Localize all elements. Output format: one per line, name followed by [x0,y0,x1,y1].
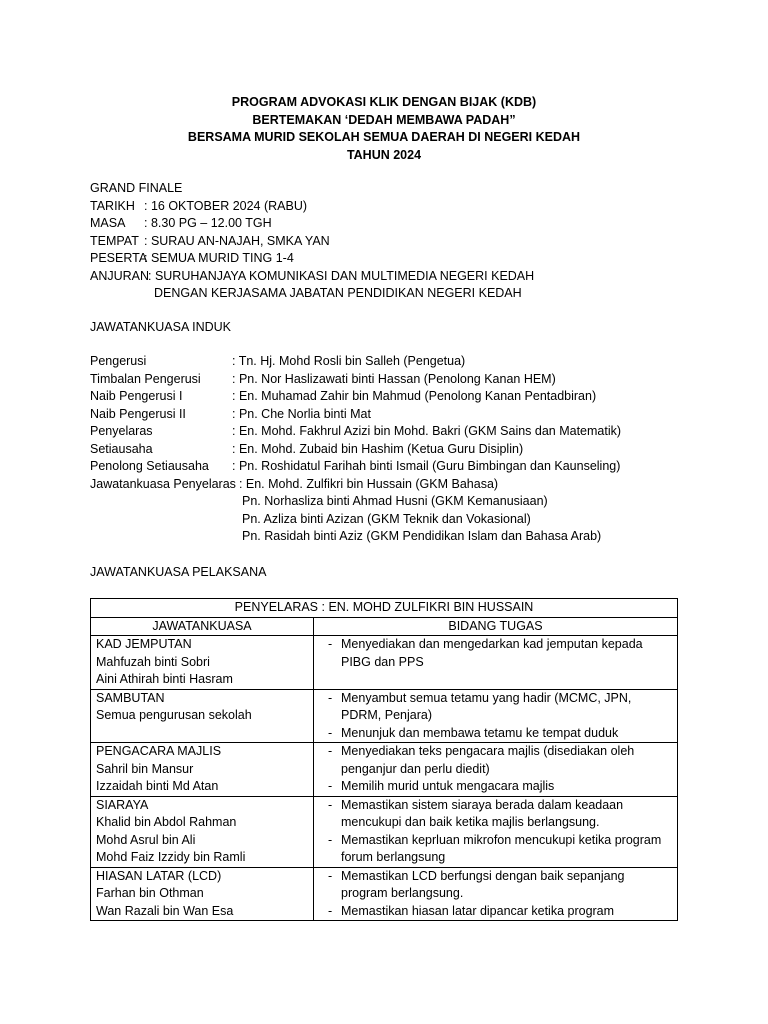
tarikh-label: TARIKH [90,198,135,213]
role-label: Naib Pengerusi I [90,389,183,403]
role-label: Naib Pengerusi II [90,406,186,421]
anjuran-value-2: DENGAN KERJASAMA JABATAN PENDIDIKAN NEGERI KEDAH [154,286,522,300]
committee-row [90,371,730,389]
task-item: - Memastikan hiasan latar dipancar ketika program [319,903,672,921]
committee-cell [91,867,314,921]
tarikh-value: : 16 OKTOBER 2024 (RABU) [144,198,308,213]
info-masa [90,215,710,233]
event-info [90,180,710,303]
committee-row [90,406,730,424]
task-item: - Memilih murid untuk mengacara majlis [319,778,672,796]
committee-cell [91,743,314,797]
tasks-cell [314,689,678,743]
penyelaras-member: Pn. Rasidah binti Aziz (GKM Pendidikan Islam dan Bahasa Arab) [242,529,602,543]
committee-row [90,458,730,476]
column-header-jawatankuasa: JAWATANKUASA [91,617,314,636]
committee-member: Mahfuzah binti Sobri [96,654,210,669]
committee-name: KAD JEMPUTAN [96,637,192,651]
committee-member: Mohd Asrul bin Ali [96,832,196,847]
committee-row [90,441,730,459]
committee-name: SIARAYA [96,797,149,812]
role-label: Penyelaras [90,424,153,438]
table-row [91,743,678,797]
pelaksana-table [90,598,678,921]
committee-member: Aini Athirah binti Hasram [96,672,233,686]
role-value: : En. Mohd. Zulfikri bin Hussain (GKM Bahasa) [238,476,499,491]
committee-member: Izzaidah binti Md Atan [96,779,219,793]
title-line-3: BERSAMA MURID SEKOLAH SEMUA DAERAH DI NEGERI KEDAH [187,130,581,144]
masa-value: : 8.30 PG – 12.00 TGH [144,216,272,230]
committee-name: PENGACARA MAJLIS [96,744,222,758]
role-value: : En. Mohd. Fakhrul Azizi bin Mohd. Bakri (GKM Sains dan Matematik) [232,424,622,438]
role-value: : En. Muhamad Zahir bin Mahmud (Penolong Kanan Pentadbiran) [232,389,597,403]
table-header-row [91,617,678,636]
committee-row [90,423,730,441]
table-row [91,796,678,867]
role-label: Timbalan Pengerusi [90,371,201,386]
title-line-1: PROGRAM ADVOKASI KLIK DENGAN BIJAK (KDB) [231,95,537,109]
tasks-cell [314,867,678,921]
tasks-cell [314,636,678,690]
committee-name: HIASAN LATAR (LCD) [96,868,222,883]
peserta-label: PESERTA [90,251,148,265]
induk-committee-list [90,353,730,546]
masa-label: MASA [90,216,126,230]
penyelaras-member: Pn. Norhasliza binti Ahmad Husni (GKM Kemanusiaan) [242,494,548,508]
info-tarikh [90,198,710,216]
role-value: : En. Mohd. Zubaid bin Hashim (Ketua Guru Disiplin) [232,441,524,456]
table-row [91,636,678,690]
committee-member: Semua pengurusan sekolah [96,708,252,722]
task-item: - Memastikan sistem siaraya berada dalam keadaan mencukupi dan baik ketika majlis berlangsung. [319,797,672,832]
column-header-bidang-tugas: BIDANG TUGAS [314,617,678,636]
tempat-label: TEMPAT [90,233,139,248]
tasks-cell [314,796,678,867]
info-anjuran [90,268,710,286]
penyelaras-member: Pn. Azliza binti Azizan (GKM Teknik dan Vokasional) [242,511,531,526]
role-value: : Tn. Hj. Mohd Rosli bin Salleh (Pengetua) [232,354,466,368]
committee-member: Khalid bin Abdol Rahman [96,815,237,829]
committee-cell [91,796,314,867]
document-title [0,94,768,164]
induk-heading: JAWATANKUASA INDUK [90,320,231,334]
role-label: Penolong Setiausaha [90,459,209,473]
table-row [91,867,678,921]
task-item: - Memastikan keprluan mikrofon mencukupi ketika program forum berlangsung [319,832,672,867]
table-row [91,689,678,743]
committee-row [90,353,730,371]
anjuran-value: : SURUHANJAYA KOMUNIKASI DAN MULTIMEDIA NEGERI KEDAH [148,268,535,283]
task-item: - Menyediakan dan mengedarkan kad jemputan kepada PIBG dan PPS [319,636,672,671]
title-line-2: BERTEMAKAN ‘DEDAH MEMBAWA PADAH” [252,112,516,127]
role-value: : Pn. Nor Haslizawati binti Hassan (Penolong Kanan HEM) [232,371,556,386]
peserta-value: : SEMUA MURID TING 1-4 [144,251,294,265]
table-title: PENYELARAS : EN. MOHD ZULFIKRI BIN HUSSAIN [91,599,678,618]
committee-row-penyelaras [90,476,730,494]
committee-cell [91,689,314,743]
pelaksana-heading: JAWATANKUASA PELAKSANA [90,565,267,579]
anjuran-label: ANJURAN [90,268,150,283]
table-title-row [91,599,678,618]
committee-member: Farhan bin Othman [96,886,204,900]
info-tempat [90,233,710,251]
committee-member: Mohd Faiz Izzidy bin Ramli [96,850,246,864]
title-line-4: TAHUN 2024 [346,147,422,162]
task-item: - Menunjuk dan membawa tetamu ke tempat duduk [319,725,672,743]
role-label: Pengerusi [90,354,147,368]
role-label: Setiausaha [90,441,153,456]
committee-row [90,388,730,406]
task-item: - Menyambut semua tetamu yang hadir (MCMC, JPN, PDRM, Penjara) [319,690,672,725]
role-value: : Pn. Che Norlia binti Mat [232,406,371,421]
tempat-value: : SURAU AN-NAJAH, SMKA YAN [144,233,330,248]
info-peserta [90,250,710,268]
task-item: - Menyediakan teks pengacara majlis (disediakan oleh penganjur dan perlu diedit) [319,743,672,778]
committee-name: SAMBUTAN [96,690,165,705]
role-value: : Pn. Roshidatul Farihah binti Ismail (Guru Bimbingan dan Kaunseling) [232,459,621,473]
committee-cell [91,636,314,690]
tasks-cell [314,743,678,797]
event-name: GRAND FINALE [90,181,183,195]
role-label: Jawatankuasa Penyelaras [90,476,236,491]
committee-member: Wan Razali bin Wan Esa [96,903,234,918]
task-item: - Memastikan LCD berfungsi dengan baik sepanjang program berlangsung. [319,868,672,903]
committee-member: Sahril bin Mansur [96,761,194,776]
